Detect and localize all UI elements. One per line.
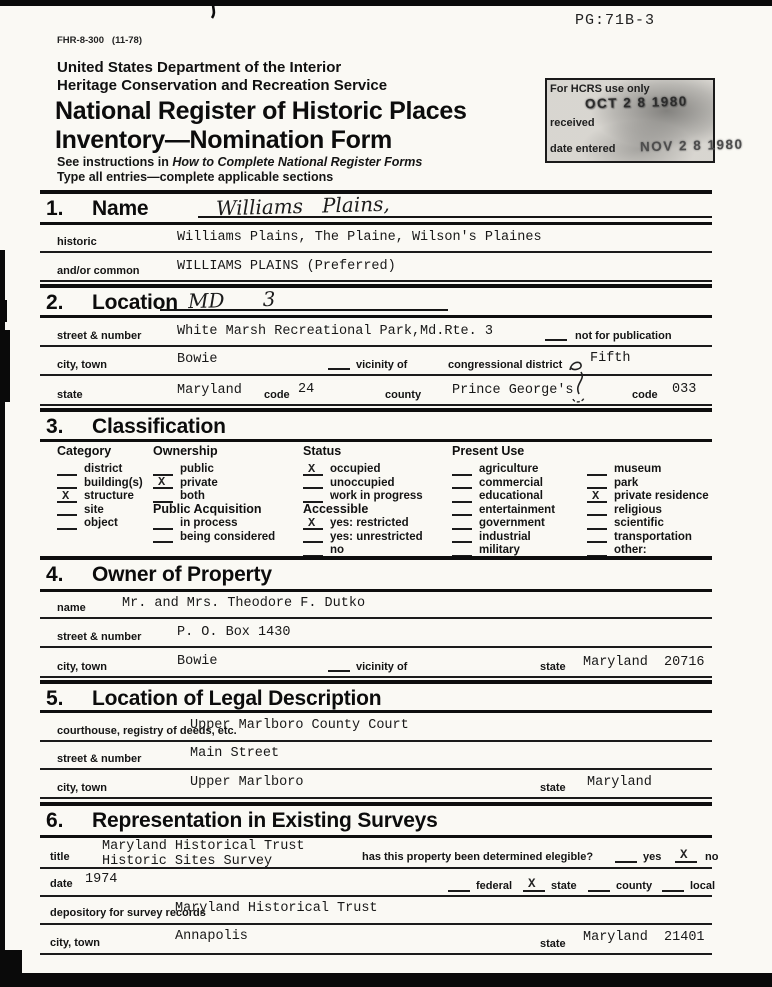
checkbox-blank [57, 463, 77, 476]
owner-name-label: name [57, 601, 86, 614]
checkbox-item [452, 516, 555, 530]
checkbox-blank [303, 517, 323, 530]
present-use-heading: Present Use [452, 444, 525, 458]
scan-blot-left-1 [0, 300, 7, 322]
checkbox-blank [153, 463, 173, 476]
not-for-publication-label: not for publication [575, 329, 672, 342]
county-value: Prince George's [452, 383, 574, 399]
checkbox-item [153, 530, 275, 544]
handwritten-state-code: MD 3 [187, 286, 276, 314]
checkbox-blank [57, 490, 77, 503]
section-4-number: 4. [46, 563, 64, 586]
eligible-yes-label: yes [643, 850, 662, 863]
checkbox-item [303, 516, 423, 530]
section-1-number: 1. [46, 197, 64, 220]
checkbox-item [303, 476, 423, 490]
check-mark: X [308, 515, 316, 530]
section-2-number: 2. [46, 291, 64, 314]
checkbox-label: occupied [330, 463, 381, 475]
survey-city-label: city, town [50, 936, 100, 949]
checkbox-label: being considered [180, 530, 276, 543]
checkbox-blank [303, 490, 323, 503]
checkbox-item [303, 543, 423, 557]
county-level-label: county [616, 879, 653, 892]
street-label: street & number [57, 329, 142, 342]
checkbox-label: industrial [479, 530, 531, 543]
state-code-value: 24 [298, 382, 315, 398]
form-number: FHR-8-300 (11-78) [57, 35, 143, 46]
section-3-title: Classification [92, 415, 226, 438]
section-5-header [40, 680, 712, 713]
legal-street-label: street & number [57, 752, 142, 765]
section-6-title: Representation in Existing Surveys [92, 809, 438, 832]
scan-blot-left-2 [0, 330, 10, 402]
survey-title-value-line2: Historic Sites Survey [102, 854, 273, 869]
eligible-yes-blank [615, 861, 637, 863]
checkbox-blank [587, 490, 607, 503]
checkbox-item [587, 516, 709, 530]
checkbox-blank [452, 544, 472, 557]
checkbox-item [57, 489, 143, 503]
vicinity-blank [328, 368, 350, 370]
checkbox-item [587, 543, 709, 557]
state-county-row [40, 378, 712, 406]
checkbox-label: museum [614, 463, 662, 475]
common-value: WILLIAMS PLAINS (Preferred) [177, 259, 396, 275]
checkbox-label: entertainment [479, 503, 556, 516]
checkbox-item [587, 489, 709, 503]
depository-label: depository for survey records [50, 906, 206, 919]
checkbox-item [452, 462, 555, 476]
form-title-line-1: National Register of Historic Places [55, 97, 467, 125]
section-3-number: 3. [46, 415, 64, 438]
checkbox-label: unoccupied [330, 476, 395, 489]
checkbox-item [587, 503, 709, 517]
checkbox-item [587, 462, 709, 476]
ownership-heading: Ownership [153, 444, 218, 458]
survey-date-row [40, 871, 716, 897]
public-acquisition-heading: Public Acquisition [153, 501, 262, 516]
state-level-blank [523, 876, 545, 892]
state-code-label: code [264, 388, 290, 401]
legal-state-label: state [540, 781, 566, 794]
handwritten-name: Williams Plains, [215, 191, 390, 221]
checkbox-label: yes: unrestricted [330, 530, 423, 543]
checkbox-label: agriculture [479, 463, 539, 475]
street-number-row [40, 320, 712, 347]
owner-state-label: state [540, 660, 566, 673]
accessible-heading: Accessible [303, 501, 369, 516]
instructions-prefix: See instructions in [57, 155, 173, 169]
owner-vicinity-label: vicinity of [356, 660, 408, 673]
owner-city-value: Bowie [177, 654, 218, 670]
state-level-label: state [551, 879, 577, 892]
check-mark: X [308, 461, 316, 476]
handwritten-annotation-mark [566, 356, 594, 406]
owner-state-value: Maryland 20716 [583, 655, 705, 671]
checkbox-blank [153, 530, 173, 543]
checkbox-label: structure [84, 490, 134, 502]
checkbox-blank [303, 476, 323, 489]
common-label: and/or common [57, 264, 140, 277]
checkbox-blank [587, 530, 607, 543]
vicinity-label: vicinity of [356, 358, 408, 371]
section-2-header [40, 284, 712, 318]
city-label: city, town [57, 358, 107, 371]
checkbox-blank [452, 530, 472, 543]
owner-city-row [40, 650, 712, 678]
legal-city-label: city, town [57, 781, 107, 794]
checkbox-label: object [84, 517, 118, 529]
county-blank [588, 890, 610, 892]
city-town-row [40, 349, 712, 376]
checkbox-item [303, 489, 423, 503]
checkbox-item [452, 476, 555, 490]
checkbox-label: building(s) [84, 476, 143, 489]
received-date-stamp: OCT 2 8 1980 [584, 93, 688, 112]
classification-present-use-column-2 [587, 462, 709, 557]
congressional-district-value: Fifth [590, 351, 631, 367]
eligible-no-label: no [705, 850, 719, 863]
checkbox-blank [57, 517, 77, 530]
survey-city-value: Annapolis [175, 929, 248, 945]
classification-present-use-column-1 [452, 444, 555, 557]
vicinity-blank [328, 670, 350, 672]
county-code-value: 033 [672, 382, 697, 398]
historic-value: Williams Plains, The Plaine, Wilson's Plaines [177, 230, 542, 246]
checkbox-item [153, 476, 275, 490]
owner-street-row [40, 621, 712, 648]
checkbox-blank [57, 476, 77, 489]
checkbox-blank [452, 463, 472, 476]
instructions-line-2: Type all entries—complete applicable sections [57, 170, 334, 184]
owner-name-row [40, 594, 712, 619]
survey-date-value: 1974 [85, 872, 118, 888]
legal-street-value: Main Street [190, 746, 280, 762]
check-mark: X [528, 876, 536, 891]
checkbox-blank [587, 503, 607, 516]
checkbox-item [57, 516, 143, 530]
checkbox-label: district [84, 463, 123, 475]
not-for-publication-blank [545, 339, 567, 341]
checkbox-item [57, 476, 143, 490]
checkbox-label: private residence [614, 490, 709, 502]
survey-city-row [40, 927, 712, 955]
checkbox-item [153, 516, 275, 530]
federal-label: federal [476, 879, 513, 892]
checkbox-item [153, 462, 275, 476]
check-mark: X [158, 475, 166, 489]
checkbox-label: commercial [479, 476, 543, 489]
legal-city-row [40, 772, 712, 799]
checkbox-item [153, 489, 275, 503]
legal-city-value: Upper Marlboro [190, 775, 304, 791]
checkbox-label: yes: restricted [330, 517, 409, 529]
street-value: White Marsh Recreational Park,Md.Rte. 3 [177, 324, 493, 340]
checkbox-label: site [84, 503, 104, 516]
section-4-title: Owner of Property [92, 563, 272, 586]
congressional-district-label: congressional district [448, 358, 563, 371]
checkbox-label: park [614, 476, 639, 489]
checkbox-blank [452, 517, 472, 530]
agency-line-2: Heritage Conservation and Recreation Service [57, 77, 388, 94]
section-3-header [40, 408, 712, 442]
checkbox-label: private [180, 476, 218, 489]
checkbox-label: no [330, 544, 345, 556]
checkbox-blank [153, 476, 173, 489]
depository-value: Maryland Historical Trust [175, 901, 378, 917]
checkbox-blank [303, 530, 323, 543]
checkbox-blank [587, 517, 607, 530]
checkbox-label: educational [479, 490, 543, 502]
checkbox-label: work in progress [330, 490, 423, 502]
checkbox-label: scientific [614, 517, 664, 529]
survey-state-value: Maryland 21401 [583, 930, 705, 946]
scan-edge-top [0, 0, 772, 6]
checkbox-label: transportation [614, 530, 692, 543]
scan-hook-mark [203, 0, 221, 20]
section-5-title: Location of Legal Description [92, 687, 382, 710]
section-2-title: Location [92, 291, 178, 314]
checkbox-blank [153, 490, 173, 503]
survey-title-value-line1: Maryland Historical Trust [102, 839, 305, 854]
date-entered-stamp: NOV 2 8 1980 [639, 136, 744, 155]
historic-name-row [40, 226, 712, 253]
check-mark: X [680, 847, 688, 862]
section-6-header [40, 802, 712, 838]
owner-city-label: city, town [57, 660, 107, 673]
checkbox-item [303, 462, 423, 476]
checkbox-item [57, 462, 143, 476]
checkbox-label: military [479, 544, 520, 556]
checkbox-label: public [180, 463, 214, 475]
state-value: Maryland [177, 383, 242, 399]
checkbox-blank [587, 544, 607, 557]
checkbox-blank [452, 503, 472, 516]
checkbox-blank [57, 503, 77, 516]
checkbox-blank [303, 463, 323, 476]
checkbox-label: both [180, 490, 205, 502]
section-5-number: 5. [46, 687, 64, 710]
eligible-question-label: has this property been determined elegible? [362, 850, 594, 863]
checkbox-blank [587, 463, 607, 476]
reference-number: PG:71B-3 [575, 12, 656, 29]
hcrs-box-heading: For HCRS use only [550, 83, 650, 95]
survey-title-row [40, 839, 719, 869]
classification-ownership-column [153, 444, 275, 543]
section-6-number: 6. [46, 809, 64, 832]
city-value: Bowie [177, 352, 218, 368]
checkbox-item [452, 503, 555, 517]
legal-state-value: Maryland [587, 775, 652, 791]
checkbox-item [57, 503, 143, 517]
date-entered-label: date entered [550, 143, 616, 155]
checkbox-item [303, 530, 423, 544]
section-1-title: Name [92, 197, 149, 220]
checkbox-label: other: [614, 544, 647, 556]
checkbox-item [452, 543, 555, 557]
survey-title-label: title [50, 850, 70, 863]
agency-line-1: United States Department of the Interior [57, 59, 342, 76]
received-label: received [550, 117, 595, 129]
owner-street-label: street & number [57, 630, 142, 643]
check-mark: X [592, 488, 600, 503]
checkbox-blank [587, 476, 607, 489]
courthouse-label: courthouse, registry of deeds, etc. [57, 724, 237, 737]
scan-edge-bottom [0, 973, 772, 987]
instructions-line-1 [57, 156, 422, 169]
owner-street-value: P. O. Box 1430 [177, 625, 291, 641]
federal-blank [448, 890, 470, 892]
instructions-manual-title: How to Complete National Register Forms [172, 155, 423, 169]
survey-date-label: date [50, 877, 73, 890]
courthouse-row [40, 715, 712, 742]
classification-category-column [57, 444, 143, 530]
checkbox-item [452, 530, 555, 544]
check-mark: X [62, 488, 70, 503]
category-heading: Category [57, 444, 112, 458]
depository-row [40, 899, 712, 925]
local-label: local [690, 879, 716, 892]
form-title-line-2: Inventory—Nomination Form [55, 126, 392, 154]
checkbox-item [452, 489, 555, 503]
courthouse-value: Upper Marlboro County Court [190, 718, 409, 734]
state-label: state [57, 388, 83, 401]
checkbox-label: religious [614, 503, 662, 516]
status-heading: Status [303, 444, 342, 458]
checkbox-blank [452, 490, 472, 503]
section-4-header [40, 556, 712, 592]
section-1-header [40, 190, 712, 225]
checkbox-blank [153, 517, 173, 530]
classification-status-column [303, 444, 423, 557]
hcrs-use-only-box [545, 78, 744, 163]
checkbox-label: in process [180, 517, 238, 529]
checkbox-label: government [479, 517, 545, 529]
checkbox-item [587, 530, 709, 544]
local-blank [662, 890, 684, 892]
common-name-row [40, 256, 712, 282]
owner-name-value: Mr. and Mrs. Theodore F. Dutko [122, 596, 366, 612]
legal-street-row [40, 744, 712, 770]
historic-label: historic [57, 235, 97, 248]
survey-state-label: state [540, 937, 566, 950]
checkbox-blank [303, 544, 323, 557]
eligible-no-blank [675, 847, 697, 863]
checkbox-item [587, 476, 709, 490]
county-code-label: code [632, 388, 658, 401]
checkbox-blank [452, 476, 472, 489]
county-label: county [385, 388, 422, 401]
